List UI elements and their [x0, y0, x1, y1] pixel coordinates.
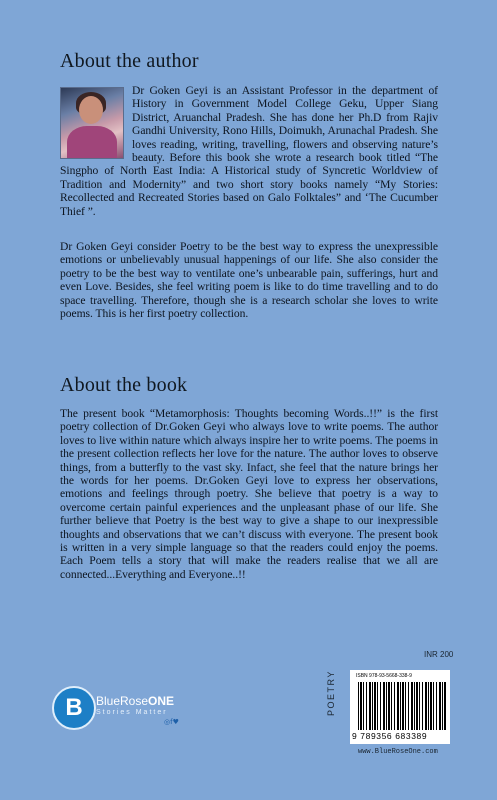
isbn-number: 9 789356 683389	[352, 731, 428, 741]
book-description: The present book “Metamorphosis: Thoughts becoming Words..!!” is the first poetry collection of Dr.Goken Geyi who always love to write poems. The author loves to live within nature which always inspire her to write poems. The poems in the present collection reflects her love for the nature. The author loves to observe things, from a butterfly to the vast sky. Infact, she feel that the nature brings her the words for her poems. Dr.Goken Geyi love to express her observations, emotions and feelings through poetry. She believe that poetry is a way to overcome certain painful experiences and the unpleasant phase of our life. She further believe that Poetry is the best way to give a shape to our inexpressible thoughts and observations that we can’t discuss with everyone. The present book is written in a very simple language so that the readers could enjoy the poems. Each Poem tells a story that will make the readers realise that we all are connected...Everything and Everyone..!!	[60, 407, 438, 581]
publisher-name: BlueRoseONE	[96, 694, 175, 708]
author-bio-text-1: Dr Goken Geyi is an Assistant Professor in the department of History in Government Model College Geku, Upper Siang District, Aruanchal Pradesh. She has done her Ph.D from Rajiv Gandhi University, Rono Hills, Doimukh, Arunachal Pradesh. She loves reading, writing, travelling, flowers and observing nature’s beauty. Before this book she wrote a research book titled “The Singpho of North East India: A Historical study of Syncretic Worldview of Tradition and Modernity” and two short story books namely “My Stories: Recollected and Recreated Stories based on Galo Folktales” and ‘The Cucumber Thief ”.	[60, 84, 438, 218]
author-bio-paragraph-1	[60, 84, 438, 218]
genre-label: POETRY	[326, 670, 336, 716]
about-author-heading: About the author	[60, 50, 199, 72]
isbn-label: ISBN 978-93-5668-338-9	[356, 673, 412, 679]
isbn-barcode	[350, 670, 450, 744]
publisher-website: www.BlueRoseOne.com	[358, 748, 438, 756]
social-media-icons: ◎f♥	[164, 718, 179, 726]
publisher-logo-icon: B	[52, 686, 96, 730]
about-book-heading: About the book	[60, 374, 188, 396]
author-photo	[60, 87, 124, 159]
price-label: INR 200	[424, 650, 454, 659]
author-bio-paragraph-2: Dr Goken Geyi consider Poetry to be the best way to express the unexpressible emotions or unbelievably unusual happenings of our life. She also consider the poetry to be the best way to ventilate one’s unbearable pain, sufferings, hurt and even Love. Besides, she feel writing poem is like to do time travelling and to do space travelling. Therefore, though she is a research scholar she loves to write poems. This is her first poetry collection.	[60, 240, 438, 321]
barcode-bars	[358, 682, 446, 730]
publisher-tagline: Stories Matter	[96, 709, 168, 716]
